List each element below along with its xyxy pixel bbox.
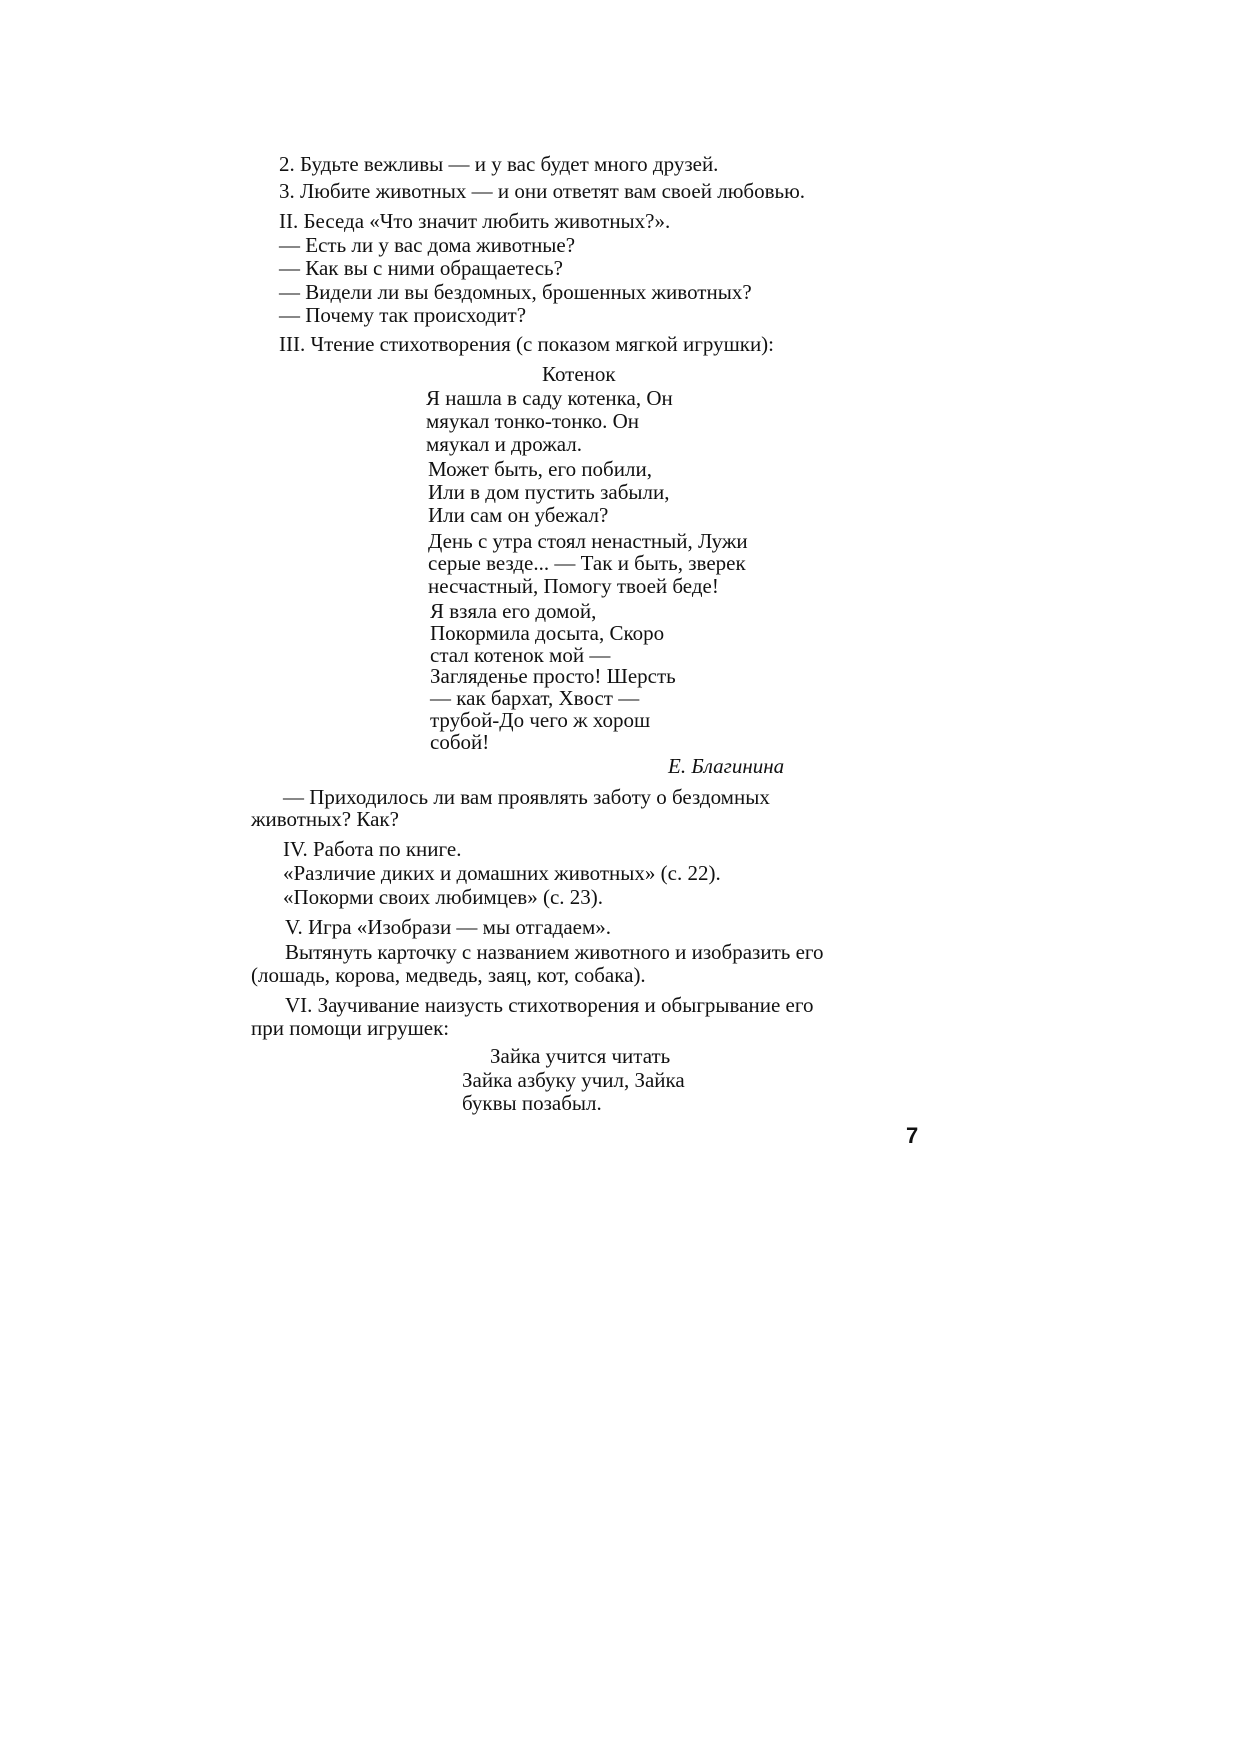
poem-1-line: Покормила досыта, Скоро: [430, 621, 665, 645]
section-4-heading: IV. Работа по книге.: [283, 837, 462, 861]
poem-1-line: Загляденье просто! Шерсть: [430, 664, 676, 688]
rule-2: 2. Будьте вежливы — и у вас будет много друзей.: [279, 152, 719, 176]
question-4: — Почему так происходит?: [279, 303, 527, 327]
question-3: — Видели ли вы бездомных, брошенных животных?: [279, 280, 752, 304]
section-6-text: при помощи игрушек:: [251, 1016, 450, 1040]
poem-1-line: — как бархат, Хвост —: [430, 686, 640, 710]
poem-2-line: буквы позабыл.: [462, 1091, 602, 1115]
page-number: 7: [906, 1123, 919, 1148]
poem-1-line: несчастный, Помогу твоей беде!: [428, 574, 719, 598]
poem-2-title: Зайка учится читать: [490, 1044, 671, 1068]
poem-1-line: серые везде... — Так и быть, зверек: [428, 551, 746, 575]
section-3-heading: III. Чтение стихотворения (с показом мягкой игрушки):: [279, 332, 775, 356]
poem-1-line: Я взяла его домой,: [430, 599, 597, 623]
poem-2-line: Зайка азбуку учил, Зайка: [462, 1068, 685, 1092]
poem-1-title: Котенок: [542, 362, 616, 386]
question-after-line-2: животных? Как?: [251, 807, 399, 831]
poem-1-line: трубой-До чего ж хорош: [430, 708, 651, 732]
section-2-heading: II. Беседа «Что значит любить животных?».: [279, 209, 671, 233]
section-6-text: VI. Заучивание наизусть стихотворения и обыгрывание его: [285, 993, 814, 1017]
poem-1-line: Может быть, его побили,: [428, 457, 652, 481]
section-5-heading: V. Игра «Изобрази — мы отгадаем».: [285, 915, 612, 939]
question-after-line-1: — Приходилось ли вам проявлять заботу о бездомных: [283, 785, 770, 809]
poem-1-line: Или в дом пустить забыли,: [428, 480, 670, 504]
question-2: — Как вы с ними обращаетесь?: [279, 256, 563, 280]
poem-1-line: собой!: [430, 730, 490, 754]
question-1: — Есть ли у вас дома животные?: [279, 233, 576, 257]
section-5-text: Вытянуть карточку с названием животного и изобразить его: [285, 940, 824, 964]
poem-1-line: мяукал и дрожал.: [426, 432, 582, 456]
poem-1-line: Я нашла в саду котенка, Он: [426, 386, 673, 410]
poem-1-author: Е. Благинина: [668, 754, 785, 778]
section-4-item: «Покорми своих любимцев» (с. 23).: [283, 885, 604, 909]
poem-1-line: День с утра стоял ненастный, Лужи: [428, 529, 748, 553]
section-5-text: (лошадь, корова, медведь, заяц, кот, собака).: [251, 963, 646, 987]
section-4-item: «Различие диких и домашних животных» (с. 22).: [283, 861, 721, 885]
poem-1-line: стал котенок мой —: [430, 643, 611, 667]
poem-1-line: Или сам он убежал?: [428, 503, 609, 527]
rule-3: 3. Любите животных — и они ответят вам своей любовью.: [279, 179, 806, 203]
poem-1-line: мяукал тонко-тонко. Он: [426, 409, 640, 433]
